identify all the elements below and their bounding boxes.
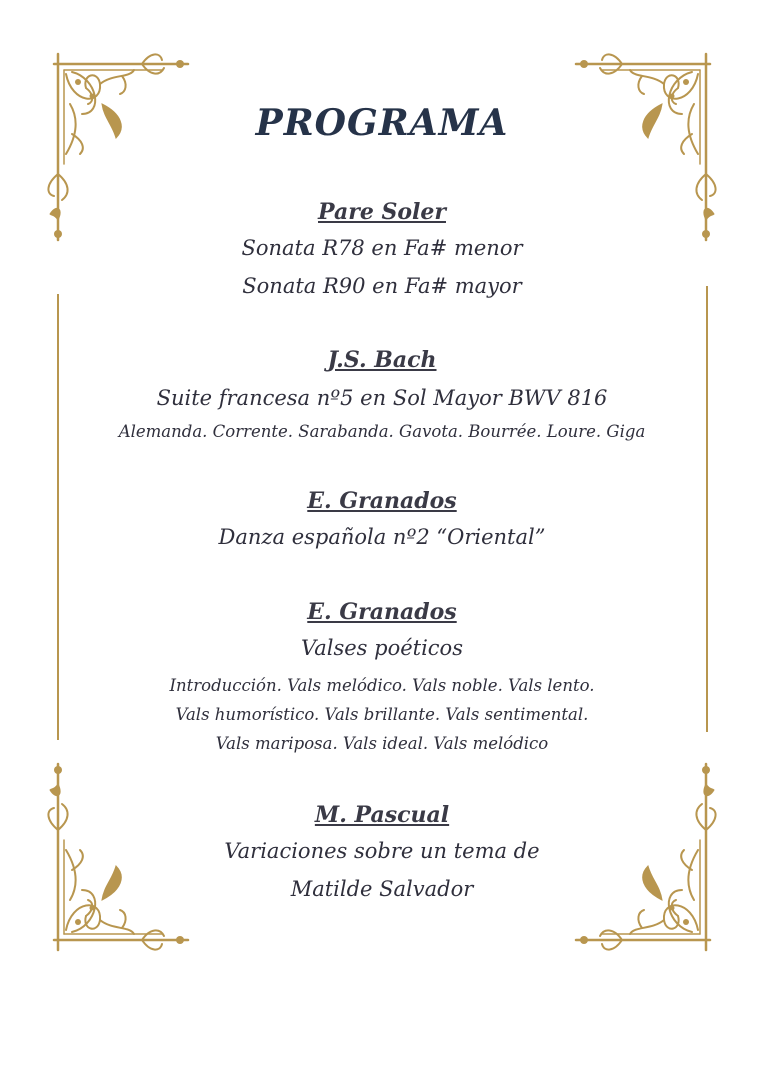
- section-granados-danza: [90, 484, 674, 556]
- movement-list: Vals mariposa. Vals ideal. Vals melódico: [215, 734, 549, 753]
- left-vertical-rule: [57, 294, 59, 740]
- movement-list: Introducción. Vals melódico. Vals noble. Vals lento.: [169, 676, 595, 695]
- work-title: Sonata R78 en Fa# menor: [241, 236, 523, 260]
- movement-list: Vals humorístico. Vals brillante. Vals sentimental.: [175, 705, 589, 724]
- section-bach: [90, 343, 674, 446]
- right-vertical-rule: [706, 286, 708, 732]
- section-pascual: [90, 798, 674, 908]
- composer-name: Pare Soler: [318, 199, 446, 225]
- movement-list: Alemanda. Corrente. Sarabanda. Gavota. Bourrée. Loure. Giga: [118, 422, 646, 441]
- page-title: PROGRAMA: [255, 102, 509, 144]
- work-title: Suite francesa nº5 en Sol Mayor BWV 816: [156, 386, 608, 410]
- work-title: Sonata R90 en Fa# mayor: [242, 274, 522, 298]
- composer-name: E. Granados: [307, 488, 457, 514]
- composer-name: J.S. Bach: [327, 347, 437, 373]
- section-granados-valses: [90, 595, 674, 758]
- composer-name: E. Granados: [307, 599, 457, 625]
- section-pare-soler: [90, 195, 674, 305]
- work-title: Danza española nº2 “Oriental”: [218, 525, 546, 549]
- composer-name: M. Pascual: [314, 802, 450, 828]
- work-title: Variaciones sobre un tema de: [224, 839, 540, 863]
- work-title: Valses poéticos: [301, 636, 463, 660]
- work-title: Matilde Salvador: [290, 877, 474, 901]
